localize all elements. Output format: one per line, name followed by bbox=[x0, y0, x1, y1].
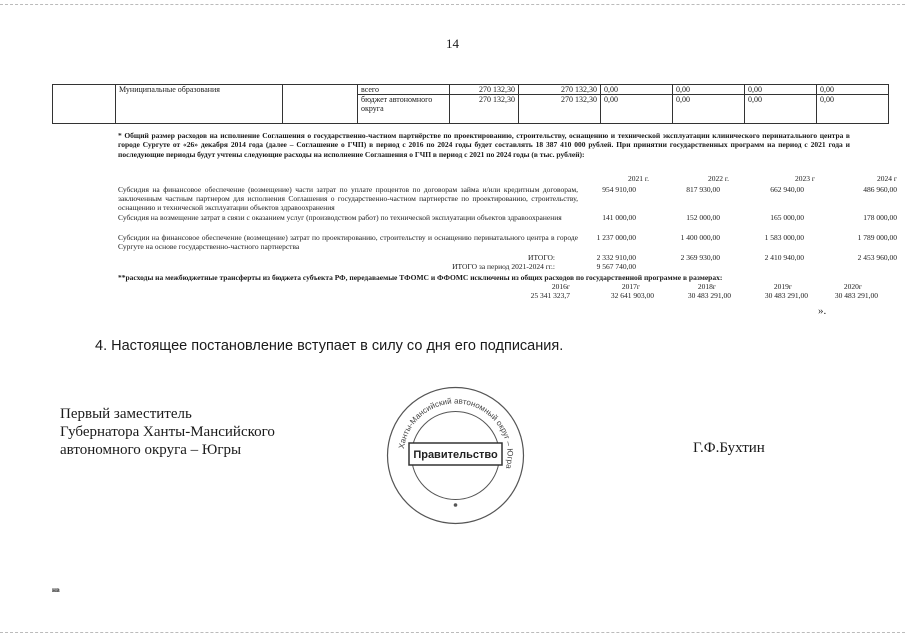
table-cell: 0,00 bbox=[673, 85, 745, 95]
expense-value: 1 237 000,00 bbox=[596, 233, 636, 242]
signatory-line: автономного округа – Югры bbox=[60, 442, 242, 458]
expense-value: 1 400 000,00 bbox=[680, 233, 720, 242]
table-cell: 270 132,30 bbox=[519, 95, 601, 124]
table-cell bbox=[283, 85, 358, 124]
scan-edge-top bbox=[0, 4, 905, 5]
year-header: 2023 г bbox=[795, 174, 815, 183]
year-header: 2022 г. bbox=[708, 174, 729, 183]
total-value: 2 332 910,00 bbox=[596, 253, 636, 262]
transfer-year: 2019г bbox=[773, 282, 792, 291]
scan-edge-bottom bbox=[0, 632, 905, 633]
table-cell: 0,00 bbox=[817, 85, 889, 95]
expense-value: 817 930,00 bbox=[686, 185, 720, 194]
year-header: 2024 г bbox=[877, 174, 897, 183]
transfer-year: 2018г bbox=[697, 282, 716, 291]
closing-quote: ». bbox=[818, 305, 827, 317]
expense-label: Субсидии на финансовое обеспечение (возмещение) затрат по проектированию, строительству и оснащению перинатального центра в городе Сургуте на основе государственно-частного партнерства bbox=[118, 233, 578, 251]
expense-value: 486 960,00 bbox=[863, 185, 897, 194]
table-row bbox=[53, 85, 889, 95]
total-label: ИТОГО: bbox=[528, 253, 555, 262]
expense-value: 152 000,00 bbox=[686, 213, 720, 222]
row-label: всего bbox=[358, 85, 450, 95]
transfer-value: 25 341 323,7 bbox=[530, 291, 570, 300]
expense-value: 1 789 000,00 bbox=[857, 233, 897, 242]
table-cell: 270 132,30 bbox=[519, 85, 601, 95]
signatory-name: Г.Ф.Бухтин bbox=[693, 440, 765, 456]
period-total-value: 9 567 740,00 bbox=[596, 262, 636, 271]
signatory-line: Первый заместитель bbox=[60, 406, 192, 422]
table-cell: 270 132,30 bbox=[450, 95, 519, 124]
paragraph-effective-date: 4. Настоящее постановление вступает в силу со дня его подписания. bbox=[95, 338, 564, 354]
seal-center-text: Правительство bbox=[413, 449, 498, 461]
executor-initials: нв bbox=[52, 586, 60, 594]
transfer-value: 30 483 291,00 bbox=[764, 291, 808, 300]
transfer-value: 30 483 291,00 bbox=[834, 291, 878, 300]
transfer-year: 2016г bbox=[551, 282, 570, 291]
expense-label: Субсидия на финансовое обеспечение (возмещение) части затрат по уплате процентов по договорам займа и/или кредитным договорам, заключенным частным партнером для исполнения Соглашения о государственно-частном партнерстве по проектированию, строительству, оснащению и технической эксплуатации объектов здравоохранения bbox=[118, 185, 578, 212]
footnote-gchp: * Общий размер расходов на исполнение Соглашения о государственно-частном партнёрстве по проектированию, строительству, оснащению и технической эксплуатации клинического перинатального центра в городе Сургуте от «26» декабря 2014 года (далее – Соглашение о ГЧП) в период с 2016 по 2024 годы будет составлять 18 387 410 000 рублей. При принятии государственных программ на период с 2021 года и последующие периоды будут учтены следующие расходы на исполнение Соглашения о ГЧП в период с 2021 по 2024 годы (в тыс. рублей): bbox=[118, 131, 850, 159]
expense-value: 141 000,00 bbox=[602, 213, 636, 222]
budget-table bbox=[52, 84, 889, 124]
expense-value: 954 910,00 bbox=[602, 185, 636, 194]
expense-value: 1 583 000,00 bbox=[764, 233, 804, 242]
period-total-label: ИТОГО за период 2021-2024 гг.: bbox=[452, 262, 555, 271]
table-cell: 0,00 bbox=[601, 95, 673, 124]
signatory-line: Губернатора Ханты-Мансийского bbox=[60, 424, 275, 440]
expense-value: 178 000,00 bbox=[863, 213, 897, 222]
transfer-value: 32 641 903,00 bbox=[610, 291, 654, 300]
footnote-transfers: **расходы на межбюджетные трансферты из бюджета субъекта РФ, передаваемые ТФОМС и ФФОМС исключены из общих расходов по государственной программе в размерах: bbox=[118, 273, 723, 282]
row-label: бюджет автономного округа bbox=[358, 95, 450, 124]
year-header: 2021 г. bbox=[628, 174, 649, 183]
expense-value: 662 940,00 bbox=[770, 185, 804, 194]
total-value: 2 453 960,00 bbox=[857, 253, 897, 262]
expense-label: Субсидия на возмещение затрат в связи с оказанием услуг (производством работ) по технической эксплуатации объектов здравоохранения bbox=[118, 213, 562, 222]
expense-value: 165 000,00 bbox=[770, 213, 804, 222]
transfer-year: 2017г bbox=[621, 282, 640, 291]
table-cell: 0,00 bbox=[601, 85, 673, 95]
official-seal bbox=[383, 383, 528, 528]
org-cell: Муниципальные образования bbox=[116, 85, 283, 124]
seal-ring-text: Ханты-Мансийский автономный округ – Югра bbox=[396, 396, 515, 470]
total-value: 2 369 930,00 bbox=[680, 253, 720, 262]
page-number: 14 bbox=[446, 36, 459, 51]
table-cell: 270 132,30 bbox=[450, 85, 519, 95]
table-cell bbox=[53, 85, 116, 124]
transfer-value: 30 483 291,00 bbox=[687, 291, 731, 300]
signatory-title bbox=[60, 405, 275, 459]
table-cell: 0,00 bbox=[817, 95, 889, 124]
total-value: 2 410 940,00 bbox=[764, 253, 804, 262]
transfer-year: 2020г bbox=[843, 282, 862, 291]
table-cell: 0,00 bbox=[745, 95, 817, 124]
table-cell: 0,00 bbox=[745, 85, 817, 95]
table-cell: 0,00 bbox=[673, 95, 745, 124]
